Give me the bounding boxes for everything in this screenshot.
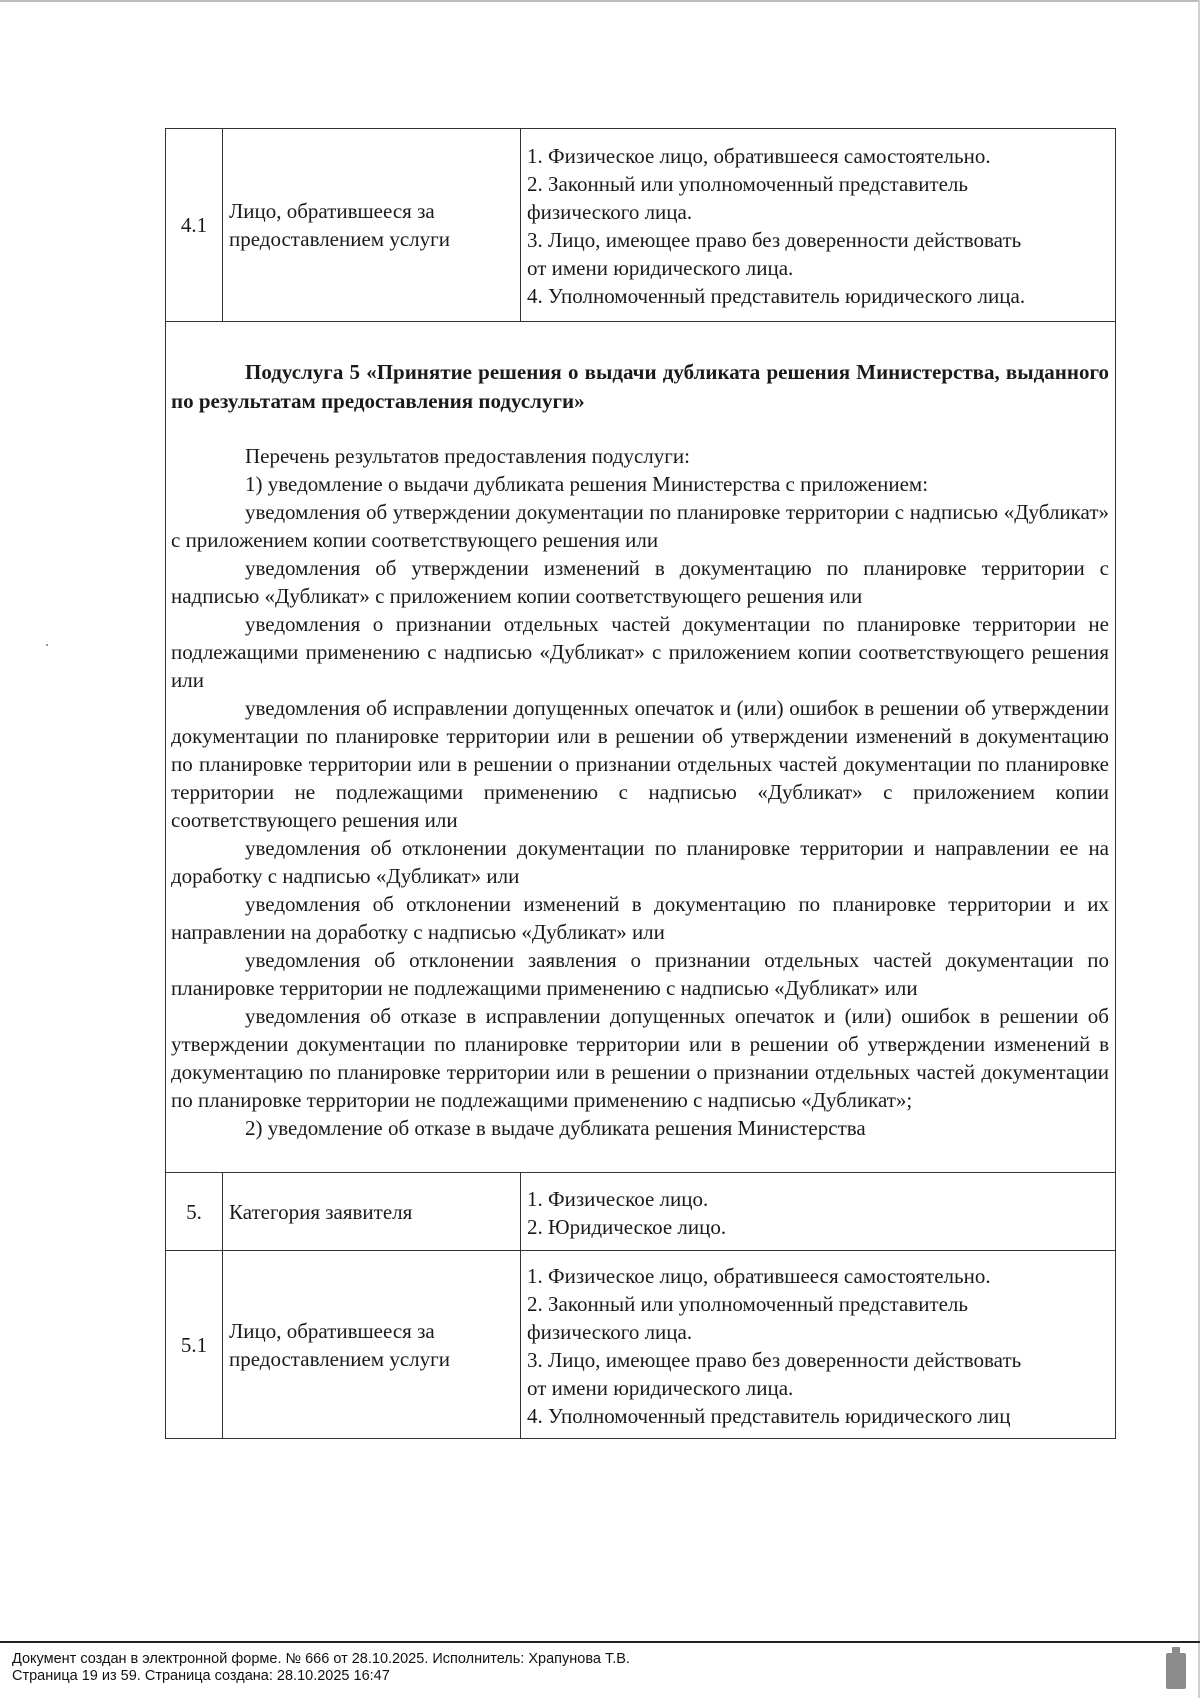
footer-line-document: Документ создан в электронной форме. № 666 от 28.10.2025. Исполнитель: Храпунова Т.В. [12,1651,630,1667]
table-row-4-1 [166,129,1116,322]
row-number: 5. [166,1173,223,1251]
result-paragraph: уведомления о признании отдельных частей документации по планировке территории не подлежащими применению с надписью «Дубликат» с приложением копии соответствующего решения или [171,612,1109,692]
footer-line-page: Страница 19 из 59. Страница создана: 28.10.2025 16:47 [12,1668,390,1684]
results-intro: Перечень результатов предоставления подуслуги: [245,444,690,468]
result-paragraph: уведомления об утверждении изменений в документацию по планировке территории с надписью «Дубликат» с приложением копии соответствующего решения или [171,556,1109,608]
row-label: Категория заявителя [223,1173,521,1251]
result-paragraph: уведомления об отказе в исправлении допущенных опечаток и (или) ошибок в решении об утверждении документации по планировке территории или в решении об утверждении изменений в документацию по планировке территории или в решении о признании отдельных частей документации по планировке территории не подлежащими применению с надписью «Дубликат»; [171,1004,1109,1112]
row-values [521,129,1116,322]
row-label: Лицо, обратившееся за предоставлением услуги [223,1251,521,1439]
subservice-cell [166,322,1116,1173]
value-line: 1. Физическое лицо, обратившееся самостоятельно. [527,1263,991,1288]
value-line: 2. Юридическое лицо. [527,1214,727,1239]
result-paragraph: уведомления об утверждении документации по планировке территории с надписью «Дубликат» с приложением копии соответствующего решения или [171,500,1109,552]
result-item-2: 2) уведомление об отказе в выдаче дубликата решения Министерства [245,1116,866,1140]
table-row-5-1 [166,1251,1116,1439]
row-number: 4.1 [166,129,223,322]
result-paragraph: уведомления об исправлении допущенных опечаток и (или) ошибок в решении об утверждении документации по планировке территории или в решении об утверждении изменений в документацию по планировке территории или в решении о признании отдельных частей документации по планировке территории не подлежащими применению с надписью «Дубликат» с приложением копии соответствующего решения или [171,696,1109,832]
row-label: Лицо, обратившееся за предоставлением услуги [223,129,521,322]
value-line: 1. Физическое лицо, обратившееся самостоятельно. [527,144,991,168]
services-table [165,128,1116,1439]
document-footer [0,1641,1200,1700]
document-stamp-icon [1166,1653,1186,1689]
subservice-title: Подуслуга 5 «Принятие решения о выдачи дубликата решения Министерства, выданного по результатам предоставления подуслуги» [171,360,1109,413]
value-line: 2. Законный или уполномоченный представитель [527,1291,968,1316]
row-values [521,1251,1116,1439]
value-line: 2. Законный или уполномоченный представитель [527,172,968,196]
value-line: 3. Лицо, имеющее право без доверенности действовать [527,228,1022,252]
subservice-section [166,322,1116,1173]
value-line: 1. Физическое лицо. [527,1186,709,1211]
scan-edge-top [0,0,1200,2]
value-line: 3. Лицо, имеющее право без доверенности действовать [527,1347,1022,1372]
value-line: 4. Уполномоченный представитель юридического лица. [527,284,1026,308]
value-line: от имени юридического лица. [527,1375,794,1400]
value-line: физического лица. [527,200,693,224]
result-item-1: 1) уведомление о выдачи дубликата решения Министерства с приложением: [245,472,929,496]
result-paragraph: уведомления об отклонении изменений в документацию по планировке территории и их направлении на доработку с надписью «Дубликат» или [171,892,1109,944]
value-line: физического лица. [527,1319,693,1344]
scan-speck [46,644,48,646]
row-number: 5.1 [166,1251,223,1439]
row-values [521,1173,1116,1251]
result-paragraph: уведомления об отклонении заявления о признании отдельных частей документации по планировке территории не подлежащими применению с надписью «Дубликат» или [171,948,1109,1000]
result-paragraph: уведомления об отклонении документации по планировке территории и направлении ее на доработку с надписью «Дубликат» или [171,836,1109,888]
value-line: 4. Уполномоченный представитель юридического лиц [527,1403,1011,1428]
table-row-5 [166,1173,1116,1251]
footer-text [12,1651,630,1685]
value-line: от имени юридического лица. [527,256,794,280]
